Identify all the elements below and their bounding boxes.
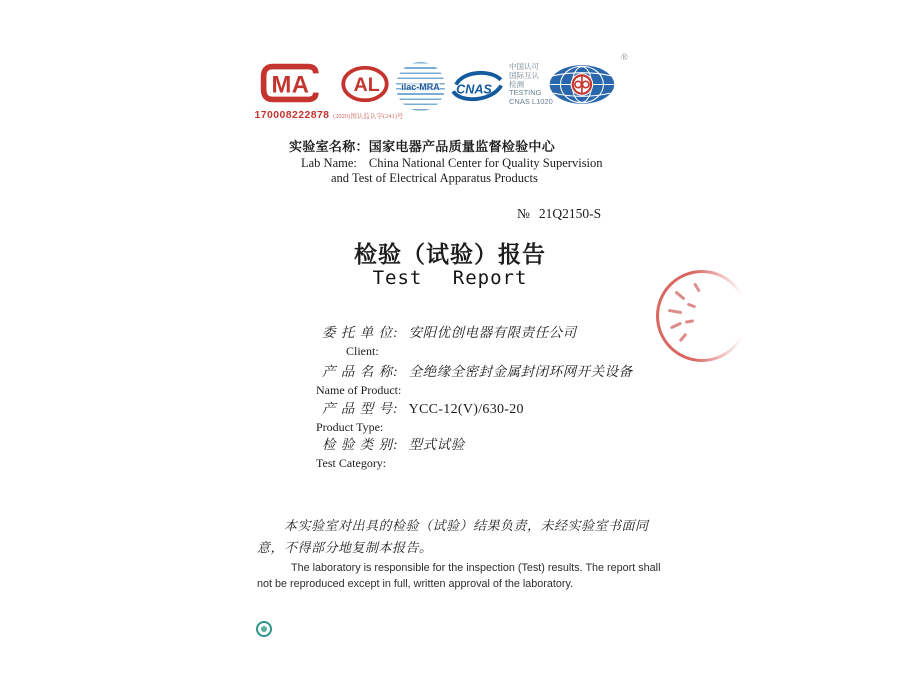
ilac-mra-logo: [396, 62, 445, 111]
field-label-en: Test Category:: [316, 456, 387, 470]
cnas-logo: [450, 70, 504, 109]
report-title-zh: 检验（试验）报告: [354, 242, 546, 267]
teal-seal-icon: [256, 621, 272, 637]
field-label-zh: 检 验 类 别:: [322, 437, 399, 452]
ilac-mra-label: ilac-MRA: [401, 81, 440, 92]
disclaimer-en: The laboratory is responsible for the inspection (Test) results. The report shall not be reproduced except in full, written approval of the laboratory.: [257, 562, 661, 590]
lab-name-en-line2: and Test of Electrical Apparatus Products: [331, 171, 538, 185]
field-row-product-type: [316, 397, 524, 435]
registered-trademark-icon: ®: [621, 52, 628, 62]
cnas-accreditation-text: [509, 63, 553, 107]
accreditation-line: TESTING: [509, 88, 542, 98]
field-row-product-name: [316, 360, 633, 398]
cma-letters: MA: [271, 71, 310, 99]
field-value: 全绝缘全密封金属封闭环网开关设备: [408, 364, 633, 379]
field-label-zh: 产 品 名 称:: [322, 364, 399, 379]
cal-caption: (2020)国认监认字(241)号: [333, 113, 404, 120]
stamp-fade-overlay: [694, 258, 774, 376]
lab-name-en-line1: [301, 156, 603, 171]
cma-logo: [253, 62, 331, 121]
cqc-globe-logo: [548, 63, 618, 111]
ilac-mra-globe-icon: [396, 62, 445, 111]
cnas-mark-icon: [450, 70, 504, 104]
report-number: [517, 206, 601, 222]
globe-emblem-icon: [548, 63, 618, 106]
report-number-label: №: [517, 206, 530, 221]
field-value: 安阳优创电器有限责任公司: [408, 325, 577, 340]
field-label-zh: 产 品 型 号:: [322, 401, 399, 416]
accreditation-line: 中国认可: [509, 62, 539, 71]
cal-letters: AL: [353, 74, 380, 97]
field-row-client: [322, 321, 577, 359]
lab-name-en-label: Lab Name:: [301, 156, 357, 170]
field-value: YCC-12(V)/630-20: [408, 402, 524, 417]
field-value: 型式试验: [408, 437, 465, 452]
lab-name-en-text: China National Center for Quality Supervision: [368, 156, 603, 170]
field-label-en: Name of Product:: [316, 383, 402, 397]
field-row-test-category: [316, 433, 465, 471]
cma-mark-icon: [254, 62, 330, 104]
field-label-en: Client:: [346, 344, 379, 358]
cal-logo: [333, 65, 404, 120]
report-title-en: Test Report: [372, 267, 528, 289]
cnas-letters: CNAS: [456, 82, 492, 97]
field-label-en: Product Type:: [316, 420, 384, 434]
cal-mark-icon: [340, 65, 390, 103]
field-label-zh: 委 托 单 位:: [322, 325, 399, 340]
accreditation-line: 国际互认: [509, 70, 539, 80]
report-number-value: 21Q2150-S: [538, 206, 602, 221]
cma-certificate-number: 170008222878: [254, 109, 330, 121]
accreditation-line: 检测: [509, 79, 524, 89]
accreditation-line: CNAS L1020: [509, 97, 553, 107]
lab-name-zh: 实验室名称：国家电器产品质量监督检验中心: [289, 139, 556, 154]
disclaimer-zh: 本实验室对出具的检验（试验）结果负责，未经实验室书面同意，不得部分地复制本报告。: [257, 518, 649, 555]
